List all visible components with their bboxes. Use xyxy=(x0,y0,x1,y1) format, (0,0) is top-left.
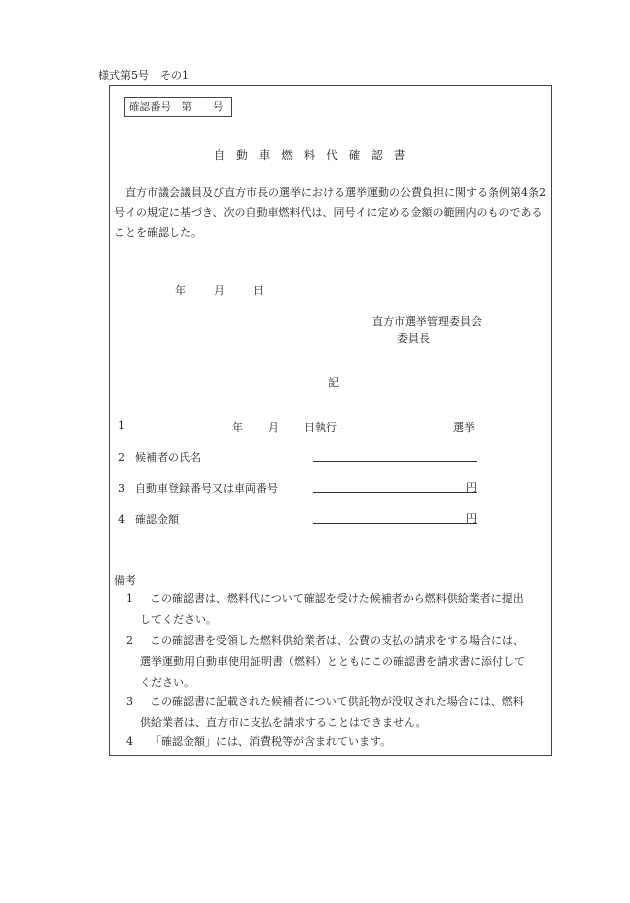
item-2-number: 2 xyxy=(118,451,125,464)
note-3 xyxy=(126,691,550,733)
confirmed-amount-line xyxy=(313,523,477,524)
item-3-number: 3 xyxy=(118,482,125,495)
item-3-unit: 円 xyxy=(466,481,477,494)
chairman-title: 委員長 xyxy=(397,332,430,345)
vehicle-number-line xyxy=(313,492,477,493)
item-2-label: 候補者の氏名 xyxy=(135,451,201,464)
note-1-rest: してください。 xyxy=(140,613,217,626)
item-4-number: 4 xyxy=(118,513,125,526)
ki-heading: 記 xyxy=(328,376,339,389)
note-3-line1: この確認書に記載された候補者について供託物が没収された場合には、燃料 xyxy=(150,695,524,708)
date-year: 年 xyxy=(175,284,186,297)
item-4 xyxy=(118,511,179,527)
note-2-rest: 選挙運動用自動車使用証明書（燃料）とともにこの確認書を請求書に添付して xyxy=(140,655,525,668)
item-4-unit: 円 xyxy=(466,512,477,525)
note-4-number: 4 xyxy=(126,735,133,748)
confirmation-number-box: 確認番号 第 号 xyxy=(124,97,232,117)
note-4-line1: 「確認金額」には、消費税等が含まれています。 xyxy=(150,735,392,748)
date-day: 日 xyxy=(253,284,264,297)
item-3 xyxy=(118,480,278,496)
item-1-year: 年 xyxy=(232,421,243,434)
item-1-day-executed: 日執行 xyxy=(304,421,337,434)
note-1-number: 1 xyxy=(126,592,133,605)
form-number-label: 様式第5号 その1 xyxy=(98,69,189,82)
note-2-number: 2 xyxy=(126,634,133,647)
note-3-number: 3 xyxy=(126,695,133,708)
note-1 xyxy=(126,588,550,630)
document-title: 自動車燃料代確認書 xyxy=(213,148,417,162)
candidate-name-line xyxy=(313,461,477,462)
note-2-rest2: ください。 xyxy=(140,676,195,689)
item-1-month: 月 xyxy=(268,421,279,434)
item-1-election: 選挙 xyxy=(453,421,475,434)
note-3-rest: 供給業者は、直方市に支払を請求することはできません。 xyxy=(140,716,427,729)
item-4-label: 確認金額 xyxy=(135,513,179,526)
body-paragraph: 直方市議会議員及び直方市長の選挙における選挙運動の公費負担に関する条例第4条2号イの規定に基づき、次の自動車燃料代は、同号イに定める金額の範囲内のものであることを確認した。 xyxy=(114,186,546,239)
item-1-number: 1 xyxy=(118,419,125,432)
notes-heading: 備考 xyxy=(114,574,136,587)
item-3-label: 自動車登録番号又は車両番号 xyxy=(135,482,278,495)
note-2-line1: この確認書を受領した燃料供給業者は、公費の支払の請求をする場合には、 xyxy=(150,634,524,647)
committee-name: 直方市選挙管理委員会 xyxy=(372,315,482,328)
note-4 xyxy=(126,731,550,752)
note-2 xyxy=(126,630,550,693)
item-2 xyxy=(118,449,201,465)
date-line xyxy=(175,282,264,298)
date-month: 月 xyxy=(214,284,225,297)
note-1-line1: この確認書は、燃料代について確認を受けた候補者から燃料供給業者に提出 xyxy=(150,592,524,605)
